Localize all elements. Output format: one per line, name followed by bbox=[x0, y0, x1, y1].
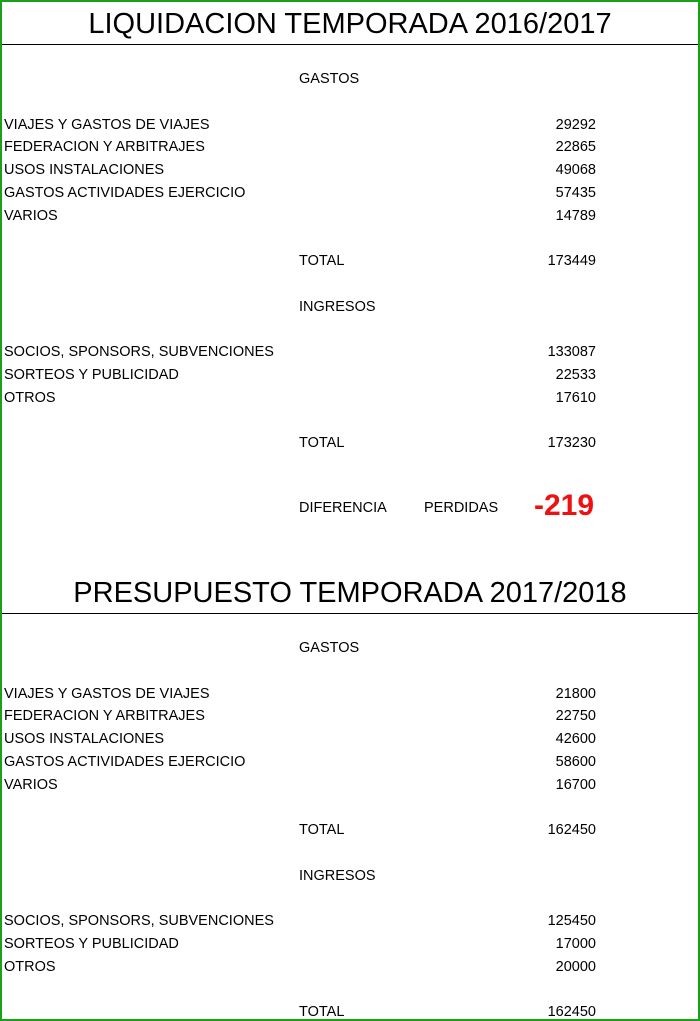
total-value: 162450 bbox=[547, 1004, 596, 1020]
table-row bbox=[2, 387, 698, 409]
row-label: GASTOS ACTIVIDADES EJERCICIO bbox=[4, 754, 246, 770]
table-row bbox=[2, 182, 698, 204]
row-value: 58600 bbox=[555, 754, 596, 770]
section-title-presupuesto: PRESUPUESTO TEMPORADA 2017/2018 bbox=[2, 573, 698, 614]
row-label: SOCIOS, SPONSORS, SUBVENCIONES bbox=[4, 913, 274, 929]
row-value: 17000 bbox=[555, 936, 596, 952]
row-label: FEDERACION Y ARBITRAJES bbox=[4, 708, 205, 724]
row-value: 21800 bbox=[555, 686, 596, 702]
total-value: 173230 bbox=[547, 435, 596, 451]
total-value: 162450 bbox=[547, 822, 596, 838]
table-row bbox=[2, 728, 698, 750]
row-label: USOS INSTALACIONES bbox=[4, 162, 165, 178]
row-value: 22533 bbox=[555, 367, 596, 383]
ingresos-header: INGRESOS bbox=[299, 299, 376, 315]
gastos-header-row bbox=[2, 637, 698, 659]
table-row bbox=[2, 159, 698, 181]
ingresos-header: INGRESOS bbox=[299, 868, 376, 884]
row-label: USOS INSTALACIONES bbox=[4, 731, 165, 747]
gastos-total-row bbox=[2, 819, 698, 841]
ingresos-header-row bbox=[2, 296, 698, 318]
row-label: GASTOS ACTIVIDADES EJERCICIO bbox=[4, 185, 246, 201]
section-title-liquidacion: LIQUIDACION TEMPORADA 2016/2017 bbox=[2, 4, 698, 45]
gastos-header: GASTOS bbox=[299, 640, 360, 656]
ingresos-header-row bbox=[2, 865, 698, 887]
row-label: VIAJES Y GASTOS DE VIAJES bbox=[4, 686, 210, 702]
table-row bbox=[2, 956, 698, 978]
row-label: OTROS bbox=[4, 959, 56, 975]
row-label: VIAJES Y GASTOS DE VIAJES bbox=[4, 117, 210, 133]
total-label: TOTAL bbox=[299, 253, 345, 269]
row-value: 133087 bbox=[547, 344, 596, 360]
table-row bbox=[2, 205, 698, 227]
table-row bbox=[2, 751, 698, 773]
diferencia-value: -219 bbox=[533, 489, 594, 522]
row-value: 14789 bbox=[555, 208, 596, 224]
gastos-header-row bbox=[2, 68, 698, 90]
ingresos-total-row bbox=[2, 432, 698, 454]
row-value: 49068 bbox=[555, 162, 596, 178]
ingresos-total-row bbox=[2, 1001, 698, 1021]
row-value: 29292 bbox=[555, 117, 596, 133]
row-value: 42600 bbox=[555, 731, 596, 747]
row-value: 16700 bbox=[555, 777, 596, 793]
row-value: 20000 bbox=[555, 959, 596, 975]
row-label: VARIOS bbox=[4, 777, 58, 793]
gastos-total-row bbox=[2, 250, 698, 272]
gastos-header: GASTOS bbox=[299, 71, 360, 87]
table-row bbox=[2, 705, 698, 727]
total-label: TOTAL bbox=[299, 1004, 345, 1020]
total-label: TOTAL bbox=[299, 435, 345, 451]
row-label: VARIOS bbox=[4, 208, 58, 224]
row-value: 57435 bbox=[555, 185, 596, 201]
perdidas-label: PERDIDAS bbox=[424, 500, 499, 516]
table-row bbox=[2, 136, 698, 158]
row-label: FEDERACION Y ARBITRAJES bbox=[4, 139, 205, 155]
table-row bbox=[2, 683, 698, 705]
table-row bbox=[2, 774, 698, 796]
table-row bbox=[2, 341, 698, 363]
row-label: SORTEOS Y PUBLICIDAD bbox=[4, 936, 179, 952]
row-value: 17610 bbox=[555, 390, 596, 406]
row-label: OTROS bbox=[4, 390, 56, 406]
diferencia-label: DIFERENCIA bbox=[299, 500, 387, 516]
total-value: 173449 bbox=[547, 253, 596, 269]
row-value: 22865 bbox=[555, 139, 596, 155]
row-value: 22750 bbox=[555, 708, 596, 724]
row-label: SORTEOS Y PUBLICIDAD bbox=[4, 367, 179, 383]
table-row bbox=[2, 114, 698, 136]
row-label: SOCIOS, SPONSORS, SUBVENCIONES bbox=[4, 344, 274, 360]
table-row bbox=[2, 933, 698, 955]
table-row bbox=[2, 910, 698, 932]
total-label: TOTAL bbox=[299, 822, 345, 838]
diferencia-row bbox=[2, 489, 698, 522]
table-row bbox=[2, 364, 698, 386]
row-value: 125450 bbox=[547, 913, 596, 929]
